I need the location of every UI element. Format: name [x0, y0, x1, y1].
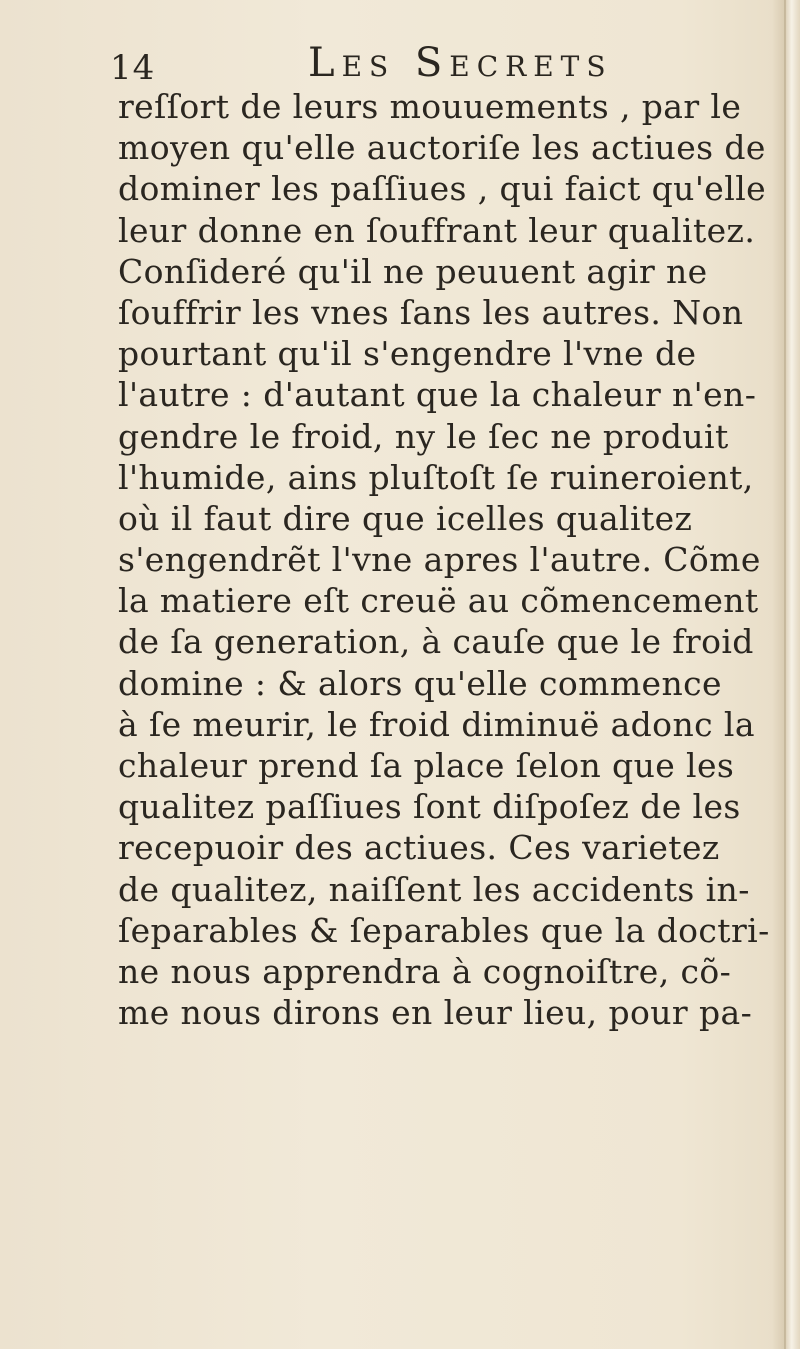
- text-line: de ſa generation, à cauſe que le froid: [118, 622, 754, 662]
- text-line: me nous dirons en leur lieu, pour pa-: [118, 993, 753, 1033]
- text-line: à ſe meurir, le froid diminuë adonc la: [118, 704, 755, 744]
- text-line: qualitez paſſiues ſont diſpoſez de les: [118, 787, 741, 827]
- text-line: s'engendrẽt l'vne apres l'autre. Cõme: [118, 540, 761, 580]
- text-line: ſouffrir les vnes ſans les autres. Non: [118, 292, 744, 332]
- text-line: domine : & alors qu'elle commence: [118, 663, 722, 703]
- text-line: l'autre : d'autant que la chaleur n'en-: [118, 375, 757, 415]
- body-text: [118, 86, 790, 1033]
- text-line: gendre le froid, ny le ſec ne produit: [118, 416, 729, 456]
- text-line: chaleur prend ſa place ſelon que les: [118, 746, 735, 785]
- text-line: la matiere eſt creuë au cõmencement: [118, 581, 759, 621]
- text-line: où il faut dire que icelles qualitez: [118, 498, 693, 538]
- text-line: de qualitez, naiſſent les accidents in-: [118, 869, 750, 909]
- text-line: pourtant qu'il s'engendre l'vne de: [118, 334, 697, 374]
- running-head: Les Secrets: [308, 40, 613, 86]
- text-line: reſſort de leurs mouuements , par le: [118, 87, 742, 126]
- text-line: Conſideré qu'il ne peuuent agir ne: [118, 251, 708, 291]
- text-line: leur donne en ſouffrant leur qualitez.: [118, 210, 756, 250]
- text-line: l'humide, ains pluſtoſt ſe ruineroient,: [118, 457, 754, 497]
- text-line: moyen qu'elle auctoriſe les actiues de: [118, 128, 766, 168]
- text-line: dominer les paſſiues , qui faict qu'elle: [118, 169, 767, 209]
- text-line: ſeparables & ſeparables que la doctri-: [118, 910, 770, 950]
- text-line: ne nous apprendra à cognoiſtre, cõ-: [118, 951, 732, 991]
- page-header: [108, 40, 748, 90]
- text-line: recepuoir des actiues. Ces varietez: [118, 828, 720, 868]
- page-number: 14: [110, 48, 156, 88]
